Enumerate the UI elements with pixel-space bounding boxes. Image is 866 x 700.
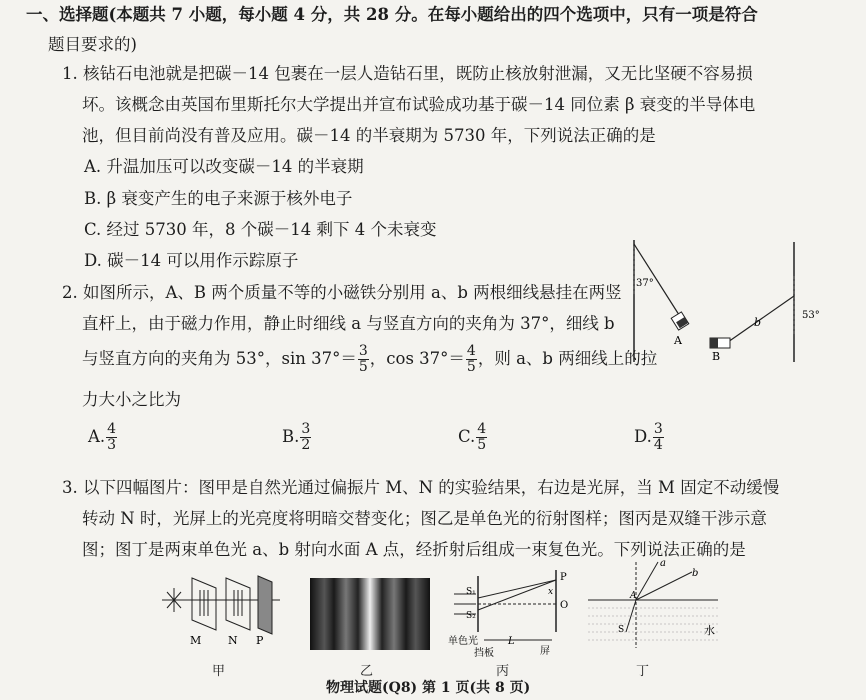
q1-option-a: A. 升温加压可以改变碳－14 的半衰期 [84, 157, 364, 176]
line-b-label: b [754, 316, 762, 329]
cos-fraction [466, 344, 477, 375]
figure-jia [160, 570, 290, 655]
q2-line4: 力大小之比为 [82, 390, 181, 409]
cos-denominator: 5 [466, 359, 476, 375]
sin-denominator: 5 [358, 359, 368, 375]
ding-s-label: S [618, 625, 625, 635]
magnet-a-label: A [674, 334, 682, 347]
section-title-line1: 一、选择题(本题共 7 小题，每小题 4 分，共 28 分。在每小题给出的四个选项中，只有一项是符合 [26, 5, 758, 24]
ding-b-label: b [692, 568, 699, 579]
q1-line3: 池，但目前尚没有普及应用。碳－14 的半衰期为 5730 年，下列说法正确的是 [82, 126, 656, 145]
bing-screen-label: 屏 [540, 646, 550, 657]
sin-fraction [358, 344, 369, 375]
q2-line3-part2: ，cos 37°＝ [369, 349, 465, 368]
figure-bing [448, 568, 578, 658]
sin-numerator: 3 [358, 343, 368, 359]
ding-a-label: a [660, 558, 666, 569]
q2-line1: 2. 如图所示，A、B 两个质量不等的小磁铁分别用 a、b 两根细线悬挂在两竖 [62, 283, 622, 302]
caption-ding: 丁 [636, 664, 650, 679]
q1-line2: 坏。该概念由英国布里斯托尔大学提出并宣布试验成功基于碳－14 同位素 β 衰变的半导体电 [82, 95, 756, 114]
q1-line1: 1. 核钻石电池就是把碳－14 包裹在一层人造钻石里，既防止核放射泄漏，又无比坚硬不容易损 [62, 64, 753, 83]
caption-jia: 甲 [212, 664, 226, 679]
figure-yi [310, 578, 430, 650]
q2-line2: 直杆上，由于磁力作用，静止时细线 a 与竖直方向的夹角为 37°，细线 b [82, 314, 615, 333]
q1-option-b: B. β 衰变产生的电子来源于核外电子 [84, 189, 353, 208]
q2-option-a: A. $\frac{4}{3}$ [88, 421, 117, 453]
q2-line3-part1: 与竖直方向的夹角为 53°，sin 37°＝ [82, 349, 357, 368]
bing-light-label: 单色光 [448, 636, 478, 647]
ding-water-label: 水 [704, 624, 715, 637]
bing-l-label: L [508, 636, 515, 647]
bing-s2-label: S₂ [466, 611, 476, 621]
cos-numerator: 4 [466, 343, 476, 359]
q2-option-d: D. $\frac{3}{4}$ [634, 421, 663, 453]
caption-yi: 乙 [360, 664, 374, 679]
q1-option-c: C. 经过 5730 年，8 个碳－14 剩下 4 个未衰变 [84, 220, 437, 239]
bing-x-label: x [548, 587, 554, 597]
jia-n-label: N [228, 634, 238, 647]
caption-bing: 丙 [496, 664, 510, 679]
q2-line3-part3: ，则 a、b 两细线上的拉 [477, 349, 658, 368]
magnet-b-label: B [712, 350, 721, 363]
section-title-line2: 题目要求的) [48, 35, 137, 54]
bing-p-label: P [560, 572, 567, 583]
bing-board-label: 挡板 [474, 648, 494, 659]
bing-s1-label: S₁ [466, 587, 476, 597]
q2-option-c: C. $\frac{4}{5}$ [458, 421, 487, 453]
q3-line3: 图；图丁是两束单色光 a、b 射向水面 A 点，经折射后组成一束复色光。下列说法正确的是 [82, 540, 746, 559]
q2-magnet-figure [626, 236, 820, 366]
ding-A-label: A [630, 591, 637, 601]
q3-line1: 3. 以下四幅图片：图甲是自然光通过偏振片 M、N 的实验结果，右边是光屏，当 M 固定不动缓慢 [62, 478, 780, 497]
q3-line2: 转动 N 时，光屏上的光亮度将明暗交替变化；图乙是单色光的衍射图样；图丙是双缝干涉示意 [82, 509, 767, 528]
jia-p-label: P [256, 634, 264, 647]
page-footer: 物理试题(Q8) 第 1 页(共 8 页) [326, 680, 531, 696]
q1-option-d: D. 碳－14 可以用作示踪原子 [84, 251, 299, 270]
q2-option-b: B. $\frac{3}{2}$ [282, 421, 311, 453]
bing-o-label: O [560, 600, 569, 611]
jia-m-label: M [190, 634, 202, 647]
angle-b-label: 53° [802, 310, 820, 321]
angle-a-label: 37° [636, 278, 654, 289]
q2-line3 [82, 344, 657, 375]
figure-ding [588, 558, 718, 653]
